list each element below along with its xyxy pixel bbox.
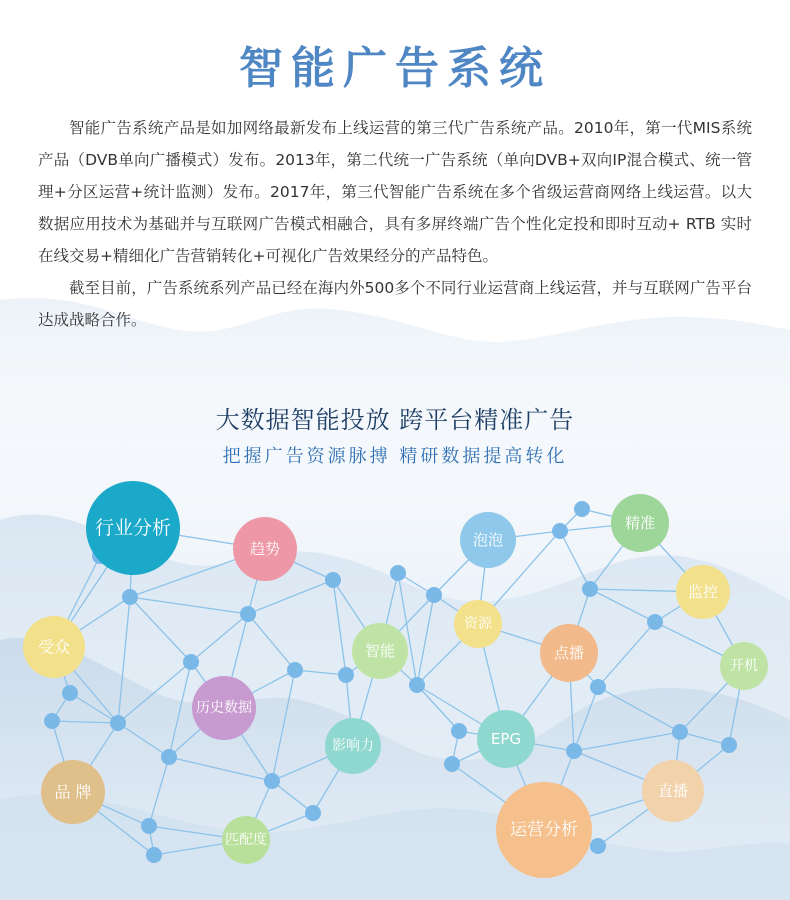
network-edge [149,757,169,826]
network-dot [582,581,598,597]
network-dot [305,805,321,821]
node-label: 智能 [364,642,396,660]
network-nodes [23,481,768,878]
network-dot [161,749,177,765]
network-edge [169,662,191,757]
network-dot [287,662,303,678]
node-boot [720,642,768,690]
network-dot [444,756,460,772]
network-edge [130,597,191,662]
page-title: 智能广告系统 [239,43,551,94]
node-label: 影响力 [332,738,374,754]
node-label: 点播 [553,644,585,662]
network-dot [574,501,590,517]
node-label: 趋势 [249,540,281,558]
slogan-sub: 把握广告资源脉搏 精研数据提高转化 [222,446,568,467]
node-label: 历史数据 [196,700,252,716]
node-label: 品 牌 [54,782,92,802]
network-edge [70,693,118,723]
node-vod [540,624,598,682]
node-label: 泡泡 [472,531,504,549]
node-label: 直播 [657,782,689,800]
network-dot [590,838,606,854]
slogan-main: 大数据智能投放 跨平台精准广告 [215,406,575,434]
network-edge [169,757,272,781]
node-label: 受众 [37,637,71,657]
network-dot [451,723,467,739]
network-edge [52,721,118,723]
network-dot [647,614,663,630]
network-dot [426,587,442,603]
network-dot [325,572,341,588]
network-edge [248,580,333,614]
network-edge [272,670,295,781]
node-trend [233,517,297,581]
node-smart [352,623,408,679]
network-edge [417,685,459,731]
network-edge [118,723,169,757]
network-dot [264,773,280,789]
node-label: 运营分析 [510,820,578,840]
node-label: 开机 [730,658,758,674]
network-edge [191,614,248,662]
intro-paragraph: 智能广告系统产品是如加网络最新发布上线运营的第三代广告系统产品。2010年，第一代MIS系统产品（DVB单向广播模式）发布。2013年，第二代统一广告系统（单向DVB+双向IP混合模式、统一管理+分区运营+统计监测）发布。2017年，第三代智能广告系统在多个省级运营商网络上线运营。以大数据应用技术为基础并与互联网广告模式相融合，具有多屏终端广告个性化定投和即时互动+ RTB 实时在线交易+精细化广告营销转化+可视化广告效果经分的产品特色。 [38,119,752,265]
node-label: 资源 [464,616,492,632]
network-edge [333,580,346,675]
node-epg [477,710,535,768]
network-dot [390,565,406,581]
network-edge [574,732,680,751]
network-dot [566,743,582,759]
network-dot [552,523,568,539]
network-dot [590,679,606,695]
network-dot [721,737,737,753]
network-dot [183,654,199,670]
network-dot [141,818,157,834]
network-edge [598,687,680,732]
network-edge [598,622,655,687]
node-ops [496,782,592,878]
network-dot [110,715,126,731]
node-history [192,676,256,740]
node-live [642,760,704,822]
node-match [222,816,270,864]
network-edge [248,614,295,670]
node-label: 匹配度 [225,832,267,848]
network-edge [118,597,130,723]
network-edge [417,595,434,685]
node-industry [86,481,180,575]
network-dot [62,685,78,701]
intro-paragraph: 截至目前，广告系统系列产品已经在海内外500多个不同行业运营商上线运营，并与互联网广告平台达成战略合作。 [38,279,752,329]
network-edge [590,589,655,622]
node-label: 行业分析 [94,517,172,539]
network-edge [130,597,248,614]
node-brand [41,760,105,824]
network-edge [118,662,191,723]
network-dot [672,724,688,740]
network-dot [44,713,60,729]
network-dot [122,589,138,605]
node-audience [23,616,85,678]
network-edge [560,531,590,589]
node-precise [611,494,669,552]
node-influence [325,718,381,774]
node-label: 监控 [687,583,719,601]
node-label: EPG [490,730,522,748]
node-resource [454,600,502,648]
network-dot [338,667,354,683]
node-monitor [676,565,730,619]
network-edge [574,687,598,751]
network-dot [146,847,162,863]
network-dot [240,606,256,622]
network-dot [409,677,425,693]
node-bubble [460,512,516,568]
node-label: 精准 [624,514,656,532]
